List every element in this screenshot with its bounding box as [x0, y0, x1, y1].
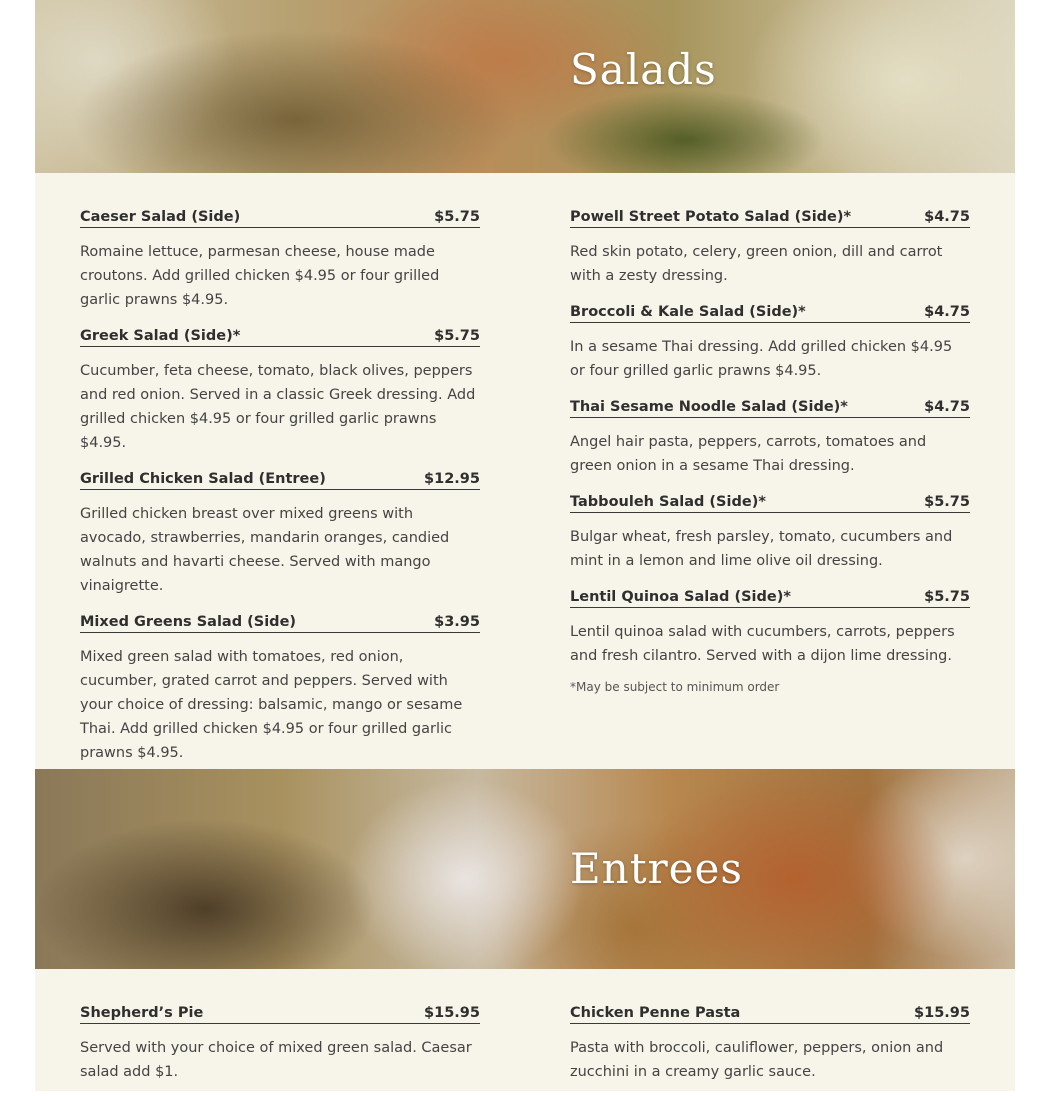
menu-item-name: Tabbouleh Salad (Side)* [570, 494, 766, 510]
menu-item-price: $4.75 [924, 304, 970, 320]
salads-right-column [570, 205, 970, 694]
menu-item-description: Served with your choice of mixed green salad. Caesar salad add $1. [80, 1040, 472, 1080]
menu-item-price: $15.95 [914, 1005, 970, 1021]
menu-item-header [80, 205, 480, 228]
menu-item-name: Caeser Salad (Side) [80, 209, 241, 225]
menu-item-name: Lentil Quinoa Salad (Side)* [570, 589, 791, 605]
minimum-order-note: *May be subject to minimum order [570, 680, 780, 694]
menu-item-price: $5.75 [434, 209, 480, 225]
menu-item-header [80, 1001, 480, 1024]
menu-item [570, 1001, 970, 1084]
menu-item-description: Mixed green salad with tomatoes, red onion, cucumber, grated carrot and peppers. Served with your choice of dressing: balsamic, mango or sesame Thai. Add grilled chicken $4.95 or four grilled garlic prawns $4.95. [80, 649, 463, 761]
menu-item-description: Romaine lettuce, parmesan cheese, house made croutons. Add grilled chicken $4.95 or four grilled garlic prawns $4.95. [80, 244, 440, 308]
menu-item-price: $5.75 [434, 328, 480, 344]
entrees-left-column [80, 1001, 480, 1096]
menu-item-header [570, 205, 970, 228]
menu-item-description: Cucumber, feta cheese, tomato, black olives, peppers and red onion. Served in a classic Greek dressing. Add grilled chicken $4.95 or four grilled garlic prawns $4.95. [80, 363, 476, 451]
entrees-heading: Entrees [570, 844, 743, 893]
menu-item [570, 395, 970, 478]
menu-item-name: Chicken Penne Pasta [570, 1005, 741, 1021]
menu-item-header [80, 610, 480, 633]
menu-item [570, 300, 970, 383]
menu-item-price: $4.75 [924, 399, 970, 415]
salads-heading: Salads [570, 45, 717, 94]
menu-item [80, 1001, 480, 1084]
menu-item-name: Broccoli & Kale Salad (Side)* [570, 304, 806, 320]
menu-item-description: Grilled chicken breast over mixed greens with avocado, strawberries, mandarin oranges, candied walnuts and havarti cheese. Served with mango vinaigrette. [80, 506, 450, 594]
entrees-banner [35, 769, 1015, 969]
menu-item-description: Angel hair pasta, peppers, carrots, tomatoes and green onion in a sesame Thai dressing. [570, 434, 927, 474]
menu-item [570, 490, 970, 573]
menu-item-header [570, 1001, 970, 1024]
menu-item-description: Bulgar wheat, fresh parsley, tomato, cucumbers and mint in a lemon and lime olive oil dressing. [570, 529, 953, 569]
menu-item-price: $5.75 [924, 494, 970, 510]
menu-item-name: Powell Street Potato Salad (Side)* [570, 209, 852, 225]
menu-item-description: Red skin potato, celery, green onion, dill and carrot with a zesty dressing. [570, 244, 943, 284]
menu-item-header [80, 467, 480, 490]
menu-item [80, 610, 480, 765]
menu-item-header [570, 395, 970, 418]
menu-item-name: Shepherd’s Pie [80, 1005, 204, 1021]
menu-item-description: In a sesame Thai dressing. Add grilled chicken $4.95 or four grilled garlic prawns $4.95. [570, 339, 953, 379]
menu-item-name: Thai Sesame Noodle Salad (Side)* [570, 399, 848, 415]
menu-item-header [570, 490, 970, 513]
menu-item-name: Greek Salad (Side)* [80, 328, 241, 344]
menu-item-description: Lentil quinoa salad with cucumbers, carrots, peppers and fresh cilantro. Served with a dijon lime dressing. [570, 624, 955, 664]
menu-item-description: Pasta with broccoli, cauliflower, peppers, onion and zucchini in a creamy garlic sauce. [570, 1040, 944, 1080]
menu-item-price: $4.75 [924, 209, 970, 225]
menu-item-header [570, 585, 970, 608]
salads-menu-section [35, 173, 1015, 769]
menu-item [570, 585, 970, 668]
menu-item-price: $5.75 [924, 589, 970, 605]
menu-item-header [570, 300, 970, 323]
menu-item [80, 467, 480, 598]
menu-item [80, 324, 480, 455]
salads-banner [35, 0, 1015, 173]
entrees-menu-section [35, 969, 1015, 1091]
menu-item [80, 205, 480, 312]
menu-item-price: $15.95 [424, 1005, 480, 1021]
menu-item-price: $3.95 [434, 614, 480, 630]
menu-item [570, 205, 970, 288]
salads-left-column [80, 205, 480, 777]
menu-item-name: Mixed Greens Salad (Side) [80, 614, 297, 630]
menu-item-header [80, 324, 480, 347]
menu-item-price: $12.95 [424, 471, 480, 487]
menu-item-name: Grilled Chicken Salad (Entree) [80, 471, 326, 487]
entrees-right-column [570, 1001, 970, 1096]
